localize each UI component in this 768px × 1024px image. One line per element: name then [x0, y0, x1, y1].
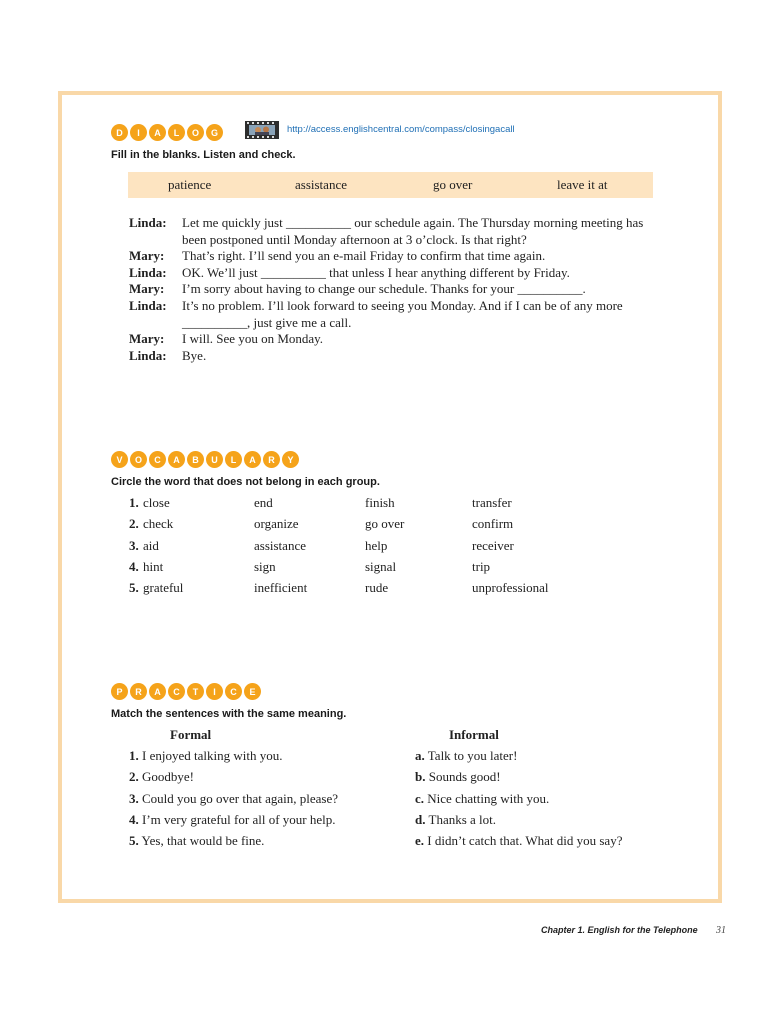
- dialog-line: [129, 331, 652, 348]
- formal-sentence-text: Yes, that would be fine.: [141, 833, 265, 848]
- formal-sentence: [129, 812, 335, 828]
- item-number: 1.: [129, 495, 139, 510]
- practice-section-title: [111, 683, 261, 700]
- word-box-item: leave it at: [557, 177, 608, 192]
- dialog-line: [129, 265, 652, 282]
- dialog-line-text: I will. See you on Monday.: [182, 331, 324, 347]
- formal-sentence: [129, 769, 194, 785]
- vocabulary-word[interactable]: receiver: [472, 538, 514, 553]
- title-letter: A: [244, 451, 261, 468]
- item-number: 5.: [129, 580, 139, 595]
- item-number: 1.: [129, 748, 139, 763]
- informal-sentence-text: I didn’t catch that. What did you say?: [427, 833, 623, 848]
- dialog-line-text: Bye.: [182, 347, 207, 363]
- item-number: 2.: [129, 516, 139, 531]
- item-letter: a.: [415, 748, 425, 763]
- title-letter: I: [130, 124, 147, 141]
- speaker-name: Linda:: [129, 264, 167, 280]
- title-letter: D: [111, 124, 128, 141]
- vocabulary-word[interactable]: check: [143, 516, 174, 531]
- vocabulary-word[interactable]: organize: [254, 516, 299, 531]
- title-letter: L: [168, 124, 185, 141]
- vocabulary-word[interactable]: inefficient: [254, 580, 308, 595]
- dialog-text: [129, 215, 652, 364]
- title-letter: A: [168, 451, 185, 468]
- vocabulary-word[interactable]: close: [143, 495, 170, 510]
- vocabulary-word[interactable]: trip: [472, 559, 491, 574]
- informal-sentence-text: Talk to you later!: [427, 748, 518, 763]
- formal-sentence: [129, 748, 282, 764]
- vocabulary-word[interactable]: confirm: [472, 516, 514, 531]
- vocabulary-word[interactable]: assistance: [254, 538, 306, 553]
- vocabulary-word[interactable]: finish: [365, 495, 395, 510]
- title-letter: E: [244, 683, 261, 700]
- speaker-name: Mary:: [129, 281, 165, 297]
- speaker-name: Linda:: [129, 347, 167, 363]
- title-letter: L: [225, 451, 242, 468]
- item-number: 2.: [129, 769, 139, 784]
- informal-sentence: [415, 769, 501, 785]
- item-number: 5.: [129, 833, 139, 848]
- vocabulary-word[interactable]: grateful: [143, 580, 184, 595]
- title-letter: B: [187, 451, 204, 468]
- title-letter: U: [206, 451, 223, 468]
- item-letter: e.: [415, 833, 425, 848]
- formal-sentence-text: I enjoyed talking with you.: [142, 748, 283, 763]
- dialog-line: [129, 248, 652, 265]
- dialog-line: [129, 281, 652, 298]
- formal-sentence: [129, 791, 338, 807]
- dialog-line: [129, 348, 652, 365]
- title-letter: C: [168, 683, 185, 700]
- item-letter: c.: [415, 791, 425, 806]
- title-letter: P: [111, 683, 128, 700]
- formal-sentence: [129, 833, 264, 849]
- vocabulary-word[interactable]: rude: [365, 580, 389, 595]
- speaker-name: Linda:: [129, 215, 167, 230]
- title-letter: O: [187, 124, 204, 141]
- dialog-line-text: OK. We’ll just __________ that unless I hear anything different by Friday.: [182, 264, 570, 280]
- vocabulary-word[interactable]: go over: [365, 516, 405, 531]
- dialog-line-text: I’m sorry about having to change our schedule. Thanks for your __________.: [182, 281, 586, 297]
- formal-column-header: Formal: [170, 727, 212, 742]
- formal-sentence-text: I’m very grateful for all of your help.: [142, 812, 336, 827]
- vocabulary-word[interactable]: unprofessional: [472, 580, 549, 595]
- dialog-line-text: It’s no problem. I’ll look forward to seeing you Monday. And if I can be of any more __________, just give me a call.: [182, 297, 623, 330]
- practice-instruction: Match the sentences with the same meaning.: [111, 708, 347, 720]
- item-number: 4.: [129, 812, 139, 827]
- informal-sentence-text: Nice chatting with you.: [427, 791, 550, 806]
- informal-sentence: [415, 791, 549, 807]
- item-number: 4.: [129, 559, 139, 574]
- dialog-url-link[interactable]: http://access.englishcentral.com/compass/closingacall: [287, 124, 515, 135]
- informal-sentence: [415, 812, 496, 828]
- title-letter: V: [111, 451, 128, 468]
- title-letter: C: [225, 683, 242, 700]
- chapter-footer: Chapter 1. English for the Telephone: [541, 925, 698, 935]
- video-icon[interactable]: [245, 121, 279, 139]
- item-letter: b.: [415, 769, 426, 784]
- speaker-name: Mary:: [129, 331, 165, 347]
- title-letter: R: [130, 683, 147, 700]
- formal-sentence-text: Could you go over that again, please?: [142, 791, 339, 806]
- title-letter: I: [206, 683, 223, 700]
- formal-sentence-text: Goodbye!: [142, 769, 194, 784]
- dialog-section-title: [111, 124, 223, 141]
- informal-sentence: [415, 748, 517, 764]
- word-box-item: patience: [168, 177, 212, 192]
- item-number: 3.: [129, 538, 139, 553]
- informal-sentence: [415, 833, 622, 849]
- vocabulary-word[interactable]: aid: [143, 538, 159, 553]
- vocabulary-word[interactable]: sign: [254, 559, 276, 574]
- title-letter: A: [149, 683, 166, 700]
- informal-column-header: Informal: [449, 727, 499, 742]
- vocabulary-section-title: [111, 451, 299, 468]
- word-box-item: assistance: [295, 177, 347, 192]
- dialog-line-text: Let me quickly just __________ our schedule again. The Thursday morning meeting has been postponed until Monday afternoon at 3 o’clock. Is that right?: [182, 215, 644, 247]
- title-letter: R: [263, 451, 280, 468]
- informal-sentence-text: Thanks a lot.: [428, 812, 497, 827]
- vocabulary-word[interactable]: transfer: [472, 495, 512, 510]
- vocabulary-word[interactable]: hint: [143, 559, 164, 574]
- speaker-name: Linda:: [129, 297, 167, 313]
- vocabulary-word[interactable]: signal: [365, 559, 397, 574]
- dialog-instruction: Fill in the blanks. Listen and check.: [111, 149, 296, 161]
- informal-sentence-text: Sounds good!: [428, 769, 501, 784]
- vocabulary-word[interactable]: help: [365, 538, 388, 553]
- dialog-line-text: That’s right. I’ll send you an e-mail Friday to confirm that time again.: [182, 248, 546, 264]
- title-letter: Y: [282, 451, 299, 468]
- dialog-line: [129, 215, 652, 248]
- vocabulary-word[interactable]: end: [254, 495, 273, 510]
- vocabulary-instruction: Circle the word that does not belong in each group.: [111, 476, 380, 488]
- title-letter: C: [149, 451, 166, 468]
- title-letter: T: [187, 683, 204, 700]
- title-letter: A: [149, 124, 166, 141]
- title-letter: G: [206, 124, 223, 141]
- title-letter: O: [130, 451, 147, 468]
- speaker-name: Mary:: [129, 248, 165, 264]
- item-number: 3.: [129, 791, 139, 806]
- word-box-item: go over: [433, 177, 473, 192]
- item-letter: d.: [415, 812, 426, 827]
- page-number: 31: [716, 925, 726, 936]
- dialog-line: [129, 298, 652, 331]
- word-box: [128, 172, 653, 198]
